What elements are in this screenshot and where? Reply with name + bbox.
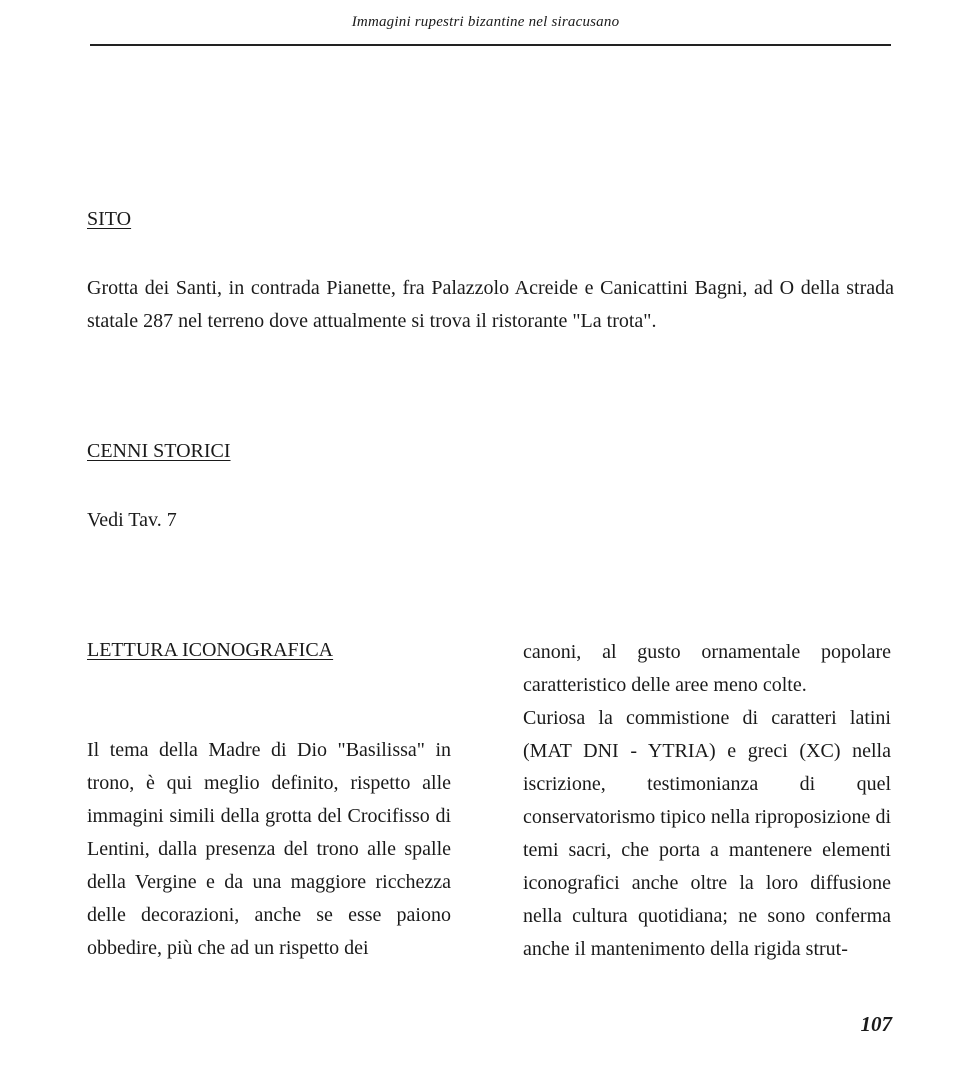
running-header: Immagini rupestri bizantine nel siracusano: [351, 14, 620, 30]
column-left-text: Il tema della Madre di Dio "Basilissa" in trono, è qui meglio definito, rispetto alle immagini simili della grotta del Crocifisso di Lentini, dalla presenza del trono alle spalle della Vergine e da una maggiore ricchezza delle decorazioni, anche se esse paiono obbedire, più che ad un rispetto dei: [87, 739, 451, 959]
paragraph-cenni-storici: Vedi Tav. 7: [87, 509, 177, 531]
heading-sito: SITO: [87, 208, 132, 230]
page-number: 107: [860, 1012, 892, 1036]
column-right-text-1: canoni, al gusto ornamentale popolare caratteristico delle aree meno colte.: [523, 641, 891, 696]
heading-lettura-iconografica: LETTURA ICONOGRAFICA: [87, 639, 334, 661]
column-right-text-2: Curiosa la commistione di caratteri latini (MAT DNI - YTRIA) e greci (XC) nella iscrizione, testimonianza di quel conservatorismo tipico nella riproposizione di temi sacri, che porta a mantenere elementi iconografici anche oltre la loro diffusione nella cultura quotidiana; ne sono conferma anche il mantenimento della rigida strut-: [523, 707, 891, 960]
heading-cenni-storici: CENNI STORICI: [87, 440, 231, 462]
header-rule: [90, 44, 891, 46]
paragraph-sito: Grotta dei Santi, in contrada Pianette, fra Palazzolo Acreide e Canicattini Bagni, ad O della strada statale 287 nel terreno dove attualmente si trova il ristorante "La trota".: [87, 277, 894, 332]
